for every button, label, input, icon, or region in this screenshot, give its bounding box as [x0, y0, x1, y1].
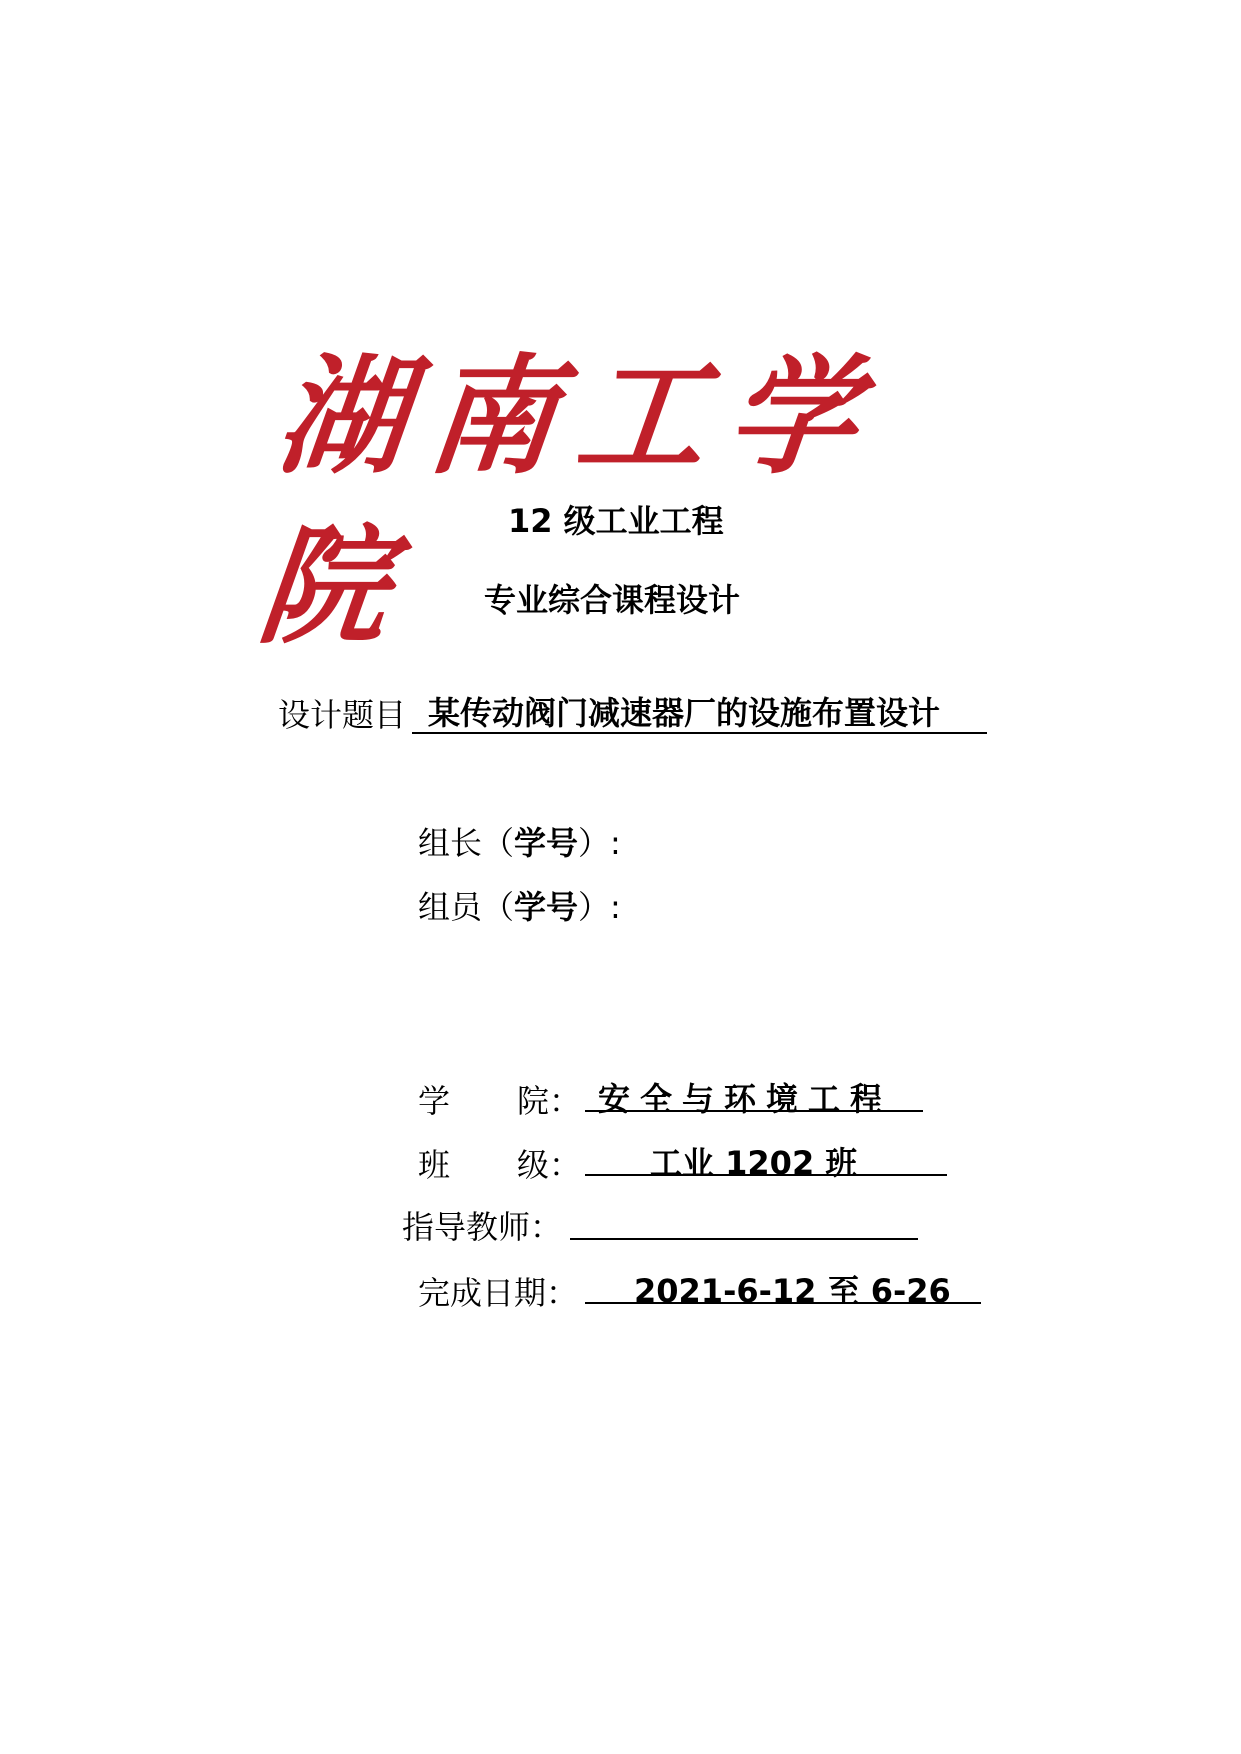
group-member-row — [418, 882, 621, 928]
paren-close: ）: — [578, 888, 621, 926]
college-label-a: 学 — [418, 1082, 451, 1120]
group-leader-row — [418, 818, 621, 864]
cover-title-line1: 12 级工业工程 — [508, 502, 724, 540]
group-leader-label: 组长 — [418, 824, 483, 862]
paren-open: （ — [482, 888, 515, 926]
class-underline — [585, 1174, 947, 1176]
topic-value: 某传动阀门减速器厂的设施布置设计 — [428, 694, 941, 732]
topic-label: 设计题目 — [278, 696, 407, 734]
student-id-label: 学号 — [514, 824, 579, 862]
paren-open: （ — [482, 824, 515, 862]
date-value: 2021-6-12 至 6-26 — [634, 1272, 951, 1310]
advisor-underline — [570, 1238, 918, 1240]
college-value: 安全与环境工程 — [598, 1080, 893, 1118]
class-label-b: 级： — [517, 1146, 582, 1184]
class-value: 工业 1202 班 — [650, 1144, 858, 1182]
college-label-b: 院： — [517, 1082, 582, 1120]
topic-underline — [412, 732, 987, 734]
cover-title-line2: 专业综合课程设计 — [484, 581, 741, 619]
advisor-label: 指导教师： — [402, 1208, 563, 1246]
college-logo-calligraphy: 湖南工学院 — [252, 342, 886, 662]
paren-close: ）: — [578, 824, 621, 862]
date-underline — [585, 1302, 981, 1304]
student-id-label: 学号 — [514, 888, 579, 926]
class-label-a: 班 — [418, 1146, 451, 1184]
group-member-label: 组员 — [418, 888, 483, 926]
college-underline — [585, 1110, 923, 1112]
date-label: 完成日期： — [418, 1274, 579, 1312]
